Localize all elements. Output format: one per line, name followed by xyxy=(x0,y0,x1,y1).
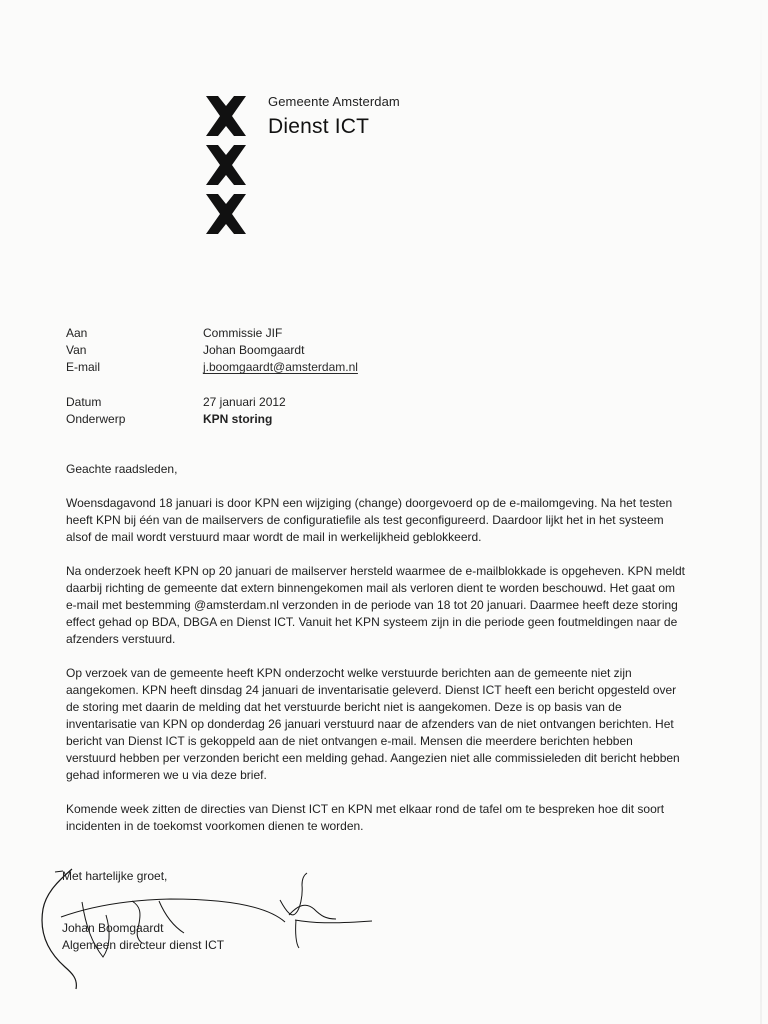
meta-subject-value: KPN storing xyxy=(203,412,273,426)
meta-date-label: Datum xyxy=(66,395,102,409)
meta-to-label: Aan xyxy=(66,326,88,340)
closing-line: Met hartelijke groet, xyxy=(62,869,168,883)
cross-icon xyxy=(206,145,246,185)
meta-email-label: E-mail xyxy=(66,360,101,374)
paragraph-4: Komende week zitten de directies van Dienst ICT en KPN met elkaar rond de tafel om te bespreken hoe dit soort incidenten in de toekomst voorkomen dienen te worden. xyxy=(66,802,665,833)
meta-from-row xyxy=(66,342,486,359)
meta-to-row xyxy=(66,325,486,342)
salutation: Geachte raadsleden, xyxy=(66,462,178,476)
meta-from-value: Johan Boomgaardt xyxy=(203,343,305,357)
municipality-name: Gemeente Amsterdam xyxy=(268,94,400,109)
department-name: Dienst ICT xyxy=(268,115,370,138)
cross-icon xyxy=(206,194,246,234)
paragraph-3: Op verzoek van de gemeente heeft KPN onderzocht welke verstuurde berichten aan de gemeente niet zijn aangekomen. KPN heeft dinsdag 24 januari de inventarisatie geleverd. Dienst ICT heeft een bericht opgesteld over de storing met daarin de melding dat het verstuurde bericht niet is aangekomen. Deze is op basis van de inventarisatie van KPN op donderdag 26 januari verstuurd naar de afzenders van de niet ontvangen berichten. Het bericht van Dienst ICT is gekoppeld aan de niet ontvangen e-mail. Mensen die meerdere berichten hebben verstuurd hebben per verzonden bericht een melding gehad. Aangezien niet alle commissieleden dit bericht hebben gehad informeren we u via deze brief. xyxy=(66,666,680,782)
paragraph-1: Woensdagavond 18 januari is door KPN een wijziging (change) doorgevoerd op de e-mailomgeving. Na het testen heeft KPN bij één van de mailservers de configuratiefile als test geconfigureerd. Daardoor lijkt het in het systeem alsof de mail wordt verstuurd maar wordt de mail in werkelijkheid geblokkeerd. xyxy=(66,496,673,544)
meta-date-row xyxy=(66,394,486,411)
meta-email-row xyxy=(66,359,486,376)
meta-to-value: Commissie JIF xyxy=(203,326,283,340)
paragraph-2: Na onderzoek heeft KPN op 20 januari de mailserver hersteld waarmee de e-mailblokkade is opgeheven. KPN meldt daarbij richting de gemeente dat extern binnengekomen mail als verloren dient te worden beschouwd. Het gaat om e-mail met bestemming @amsterdam.nl verzonden in de periode van 18 tot 20 januari. Daarmee heeft deze storing effect gehad op BDA, DBGA en Dienst ICT. Vanuit het KPN systeem zijn in die periode geen foutmeldingen naar de afzenders verstuurd. xyxy=(66,564,686,646)
signatory-name: Johan Boomgaardt xyxy=(62,921,164,935)
meta-date-value: 27 januari 2012 xyxy=(203,395,286,409)
letter-body xyxy=(66,461,686,852)
scan-edge-shadow xyxy=(760,0,762,1024)
meta-from-label: Van xyxy=(66,343,87,357)
meta-spacing xyxy=(66,376,486,394)
meta-subject-label: Onderwerp xyxy=(66,412,126,426)
letter-meta xyxy=(66,325,486,428)
organization-header xyxy=(268,94,528,139)
signatory-title: Algemeen directeur dienst ICT xyxy=(62,938,225,952)
meta-subject-row xyxy=(66,411,486,428)
cross-icon xyxy=(206,96,246,136)
signature-space xyxy=(62,885,312,920)
amsterdam-triple-cross-logo xyxy=(202,94,250,234)
signature-block xyxy=(62,868,312,954)
email-link[interactable]: j.boomgaardt@amsterdam.nl xyxy=(203,360,358,374)
